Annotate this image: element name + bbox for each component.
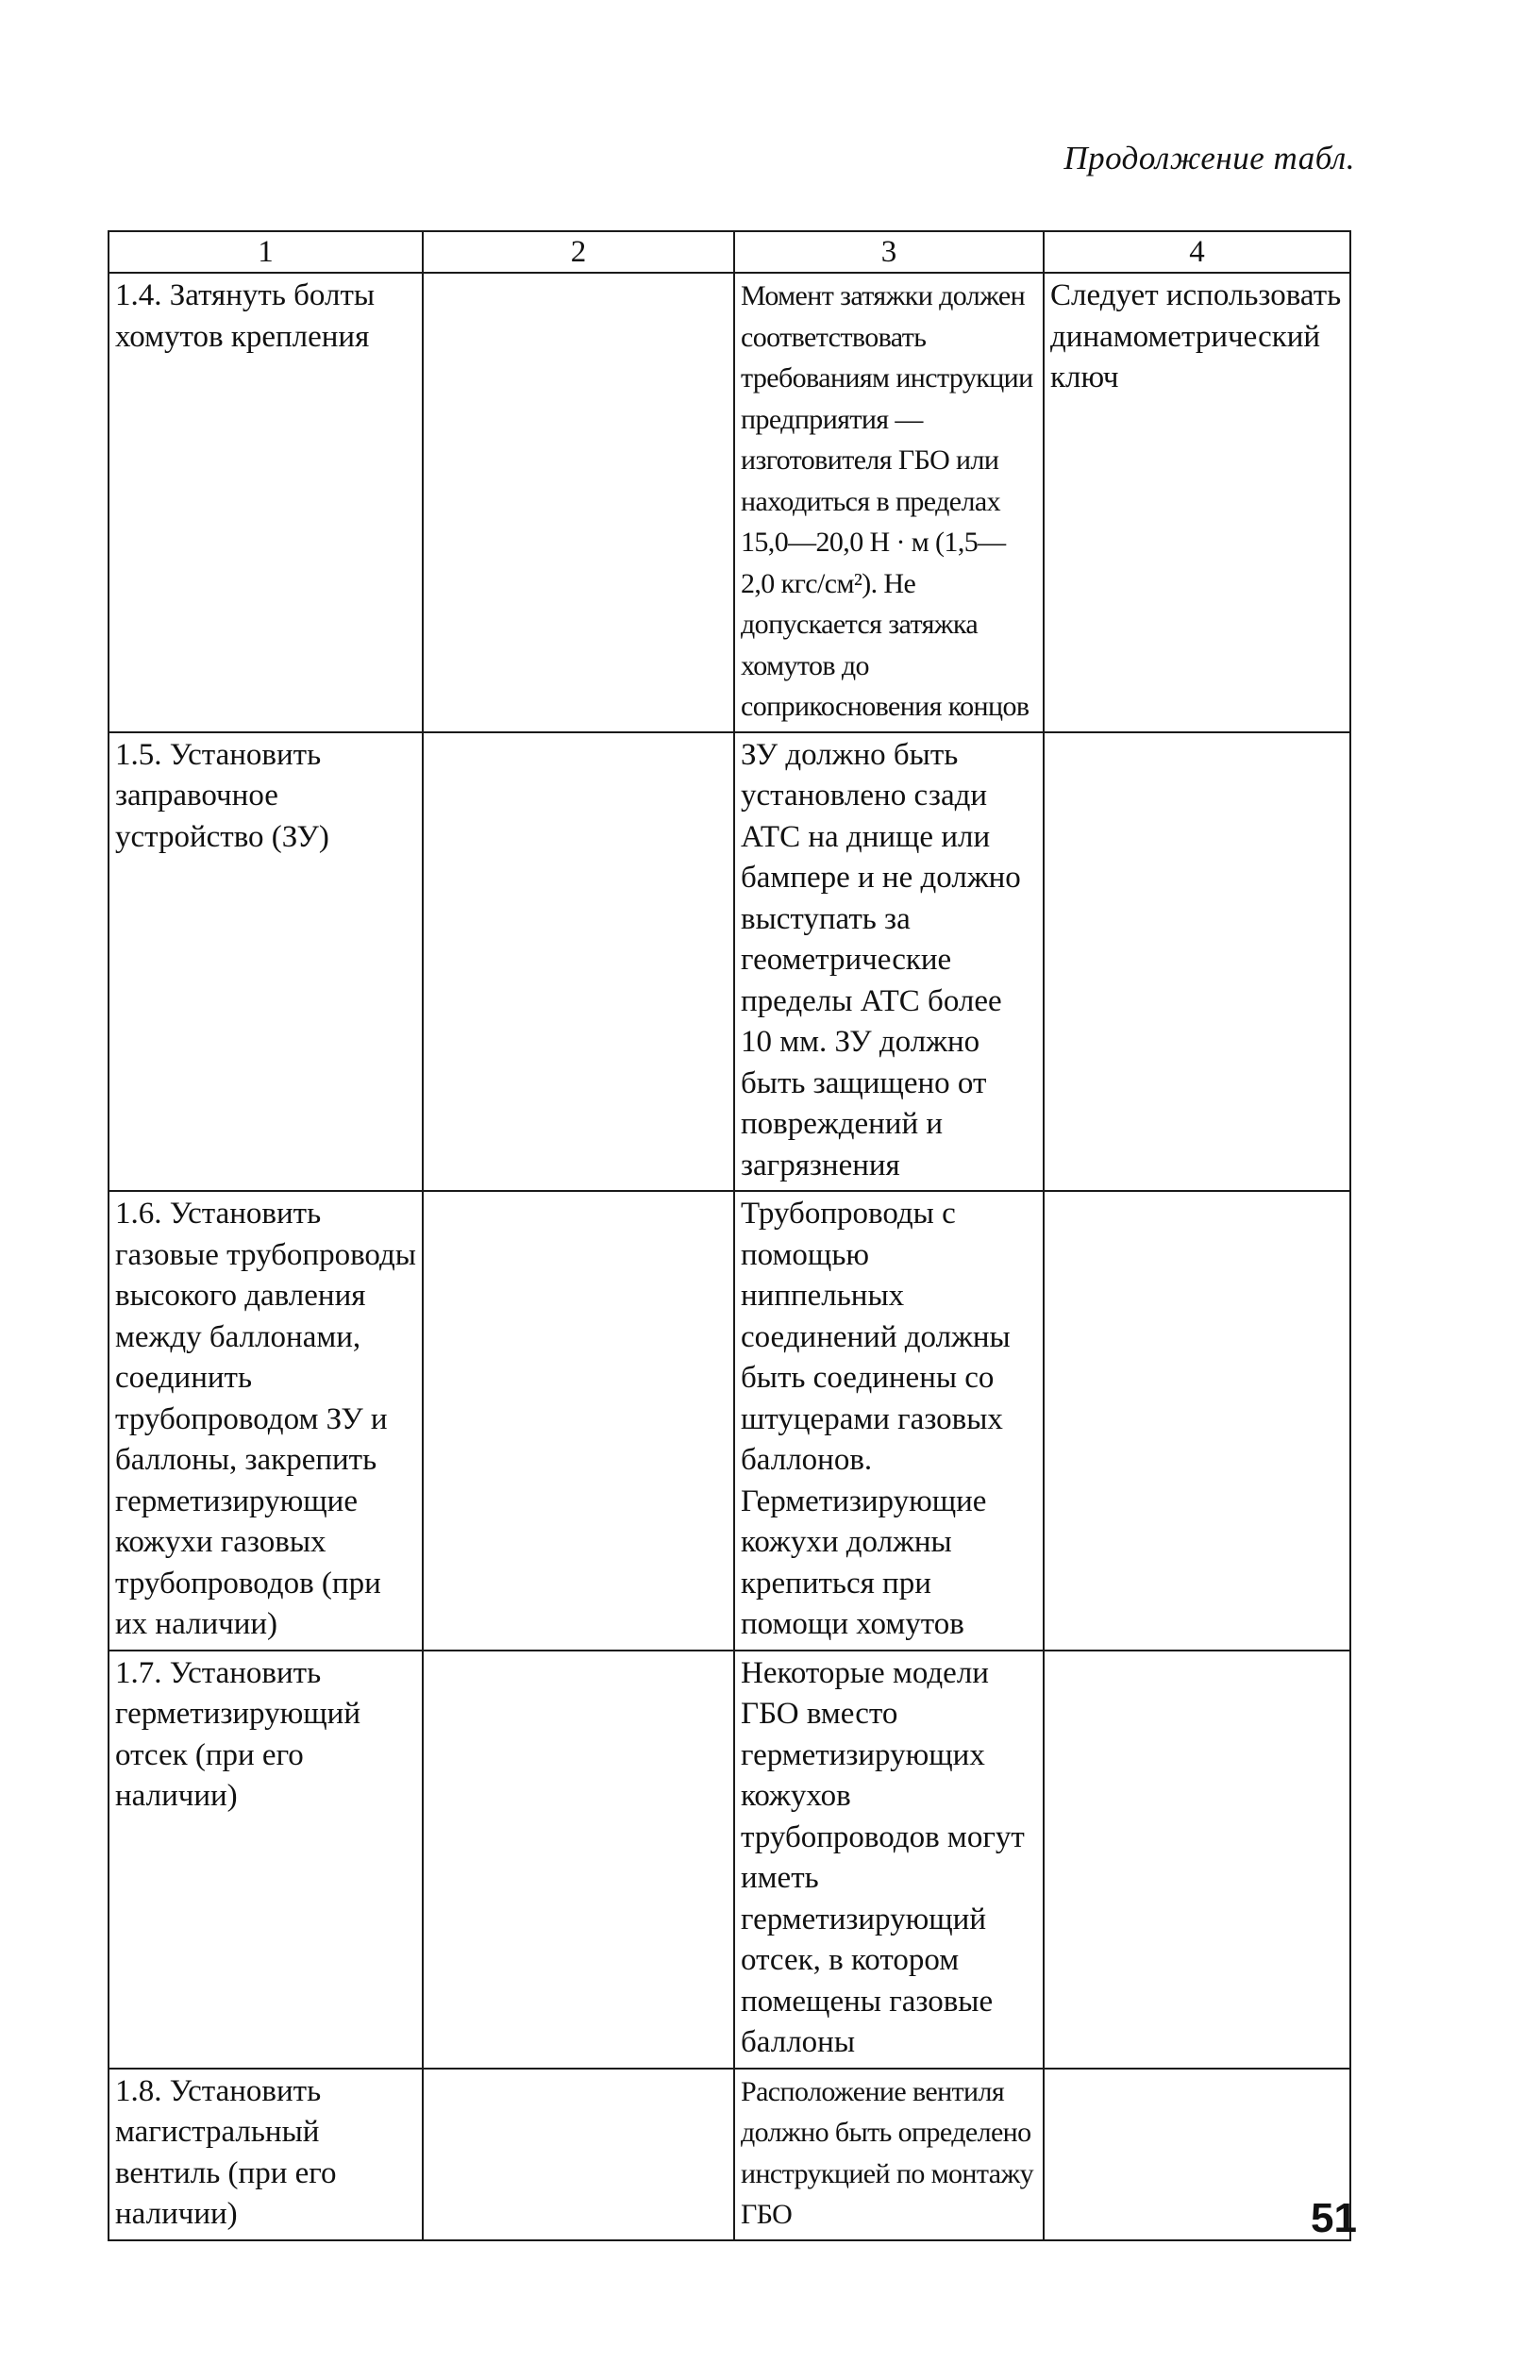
requirement-cell: Момент затяжки должен соответствовать требованиям инструкции предприятия — изготовителя ГБО или находиться в пределах 15,0—20,0 Н · м (1,5—2,0 кгс/см²). Не допускается затяжка хомутов до соприкосновения концов [734, 273, 1044, 732]
empty-cell [423, 2069, 734, 2240]
requirement-cell: Трубопроводы с помощью ниппельных соединений должны быть соединены со штуцерами газовых баллонов. Герметизирующие кожухи должны крепиться при помощи хомутов [734, 1191, 1044, 1651]
table-continuation-caption: Продолжение табл. [1063, 140, 1355, 176]
operation-cell: 1.8. Установить магистральный вентиль (при его наличии) [109, 2069, 423, 2240]
table-row [109, 2069, 1350, 2240]
empty-cell [423, 1191, 734, 1651]
empty-cell [423, 732, 734, 1192]
empty-cell [423, 273, 734, 732]
requirement-cell: Расположение вентиля должно быть определено инструкцией по монтажу ГБО [734, 2069, 1044, 2240]
note-cell: Следует использовать динамометрический ключ [1044, 273, 1350, 732]
requirement-cell: ЗУ должно быть установлено сзади АТС на днище или бампере и не должно выступать за геометрические пределы АТС более 10 мм. ЗУ должно быть защищено от повреждений и загрязнения [734, 732, 1044, 1192]
operation-cell: 1.7. Установить герметизирующий отсек (при его наличии) [109, 1651, 423, 2069]
table-row [109, 1191, 1350, 1651]
note-cell [1044, 732, 1350, 1192]
installation-table [108, 230, 1351, 2241]
note-cell [1044, 1651, 1350, 2069]
column-header-3: 3 [734, 231, 1044, 273]
table-row [109, 732, 1350, 1192]
note-cell [1044, 1191, 1350, 1651]
column-header-4: 4 [1044, 231, 1350, 273]
table-row [109, 273, 1350, 732]
empty-cell [423, 1651, 734, 2069]
operation-cell: 1.5. Установить заправочное устройство (ЗУ) [109, 732, 423, 1192]
column-header-1: 1 [109, 231, 423, 273]
operation-cell: 1.6. Установить газовые трубопроводы высокого давления между баллонами, соединить трубопроводом ЗУ и баллоны, закрепить герметизирующие кожухи газовых трубопроводов (при их наличии) [109, 1191, 423, 1651]
table-row [109, 1651, 1350, 2069]
page-number: 51 [1311, 2195, 1357, 2241]
column-number-row [109, 231, 1350, 273]
note-cell [1044, 2069, 1350, 2240]
requirement-cell: Некоторые модели ГБО вместо герметизирующих кожухов трубопроводов могут иметь герметизирующий отсек, в котором помещены газовые баллоны [734, 1651, 1044, 2069]
operation-cell: 1.4. Затянуть болты хомутов крепления [109, 273, 423, 732]
column-header-2: 2 [423, 231, 734, 273]
